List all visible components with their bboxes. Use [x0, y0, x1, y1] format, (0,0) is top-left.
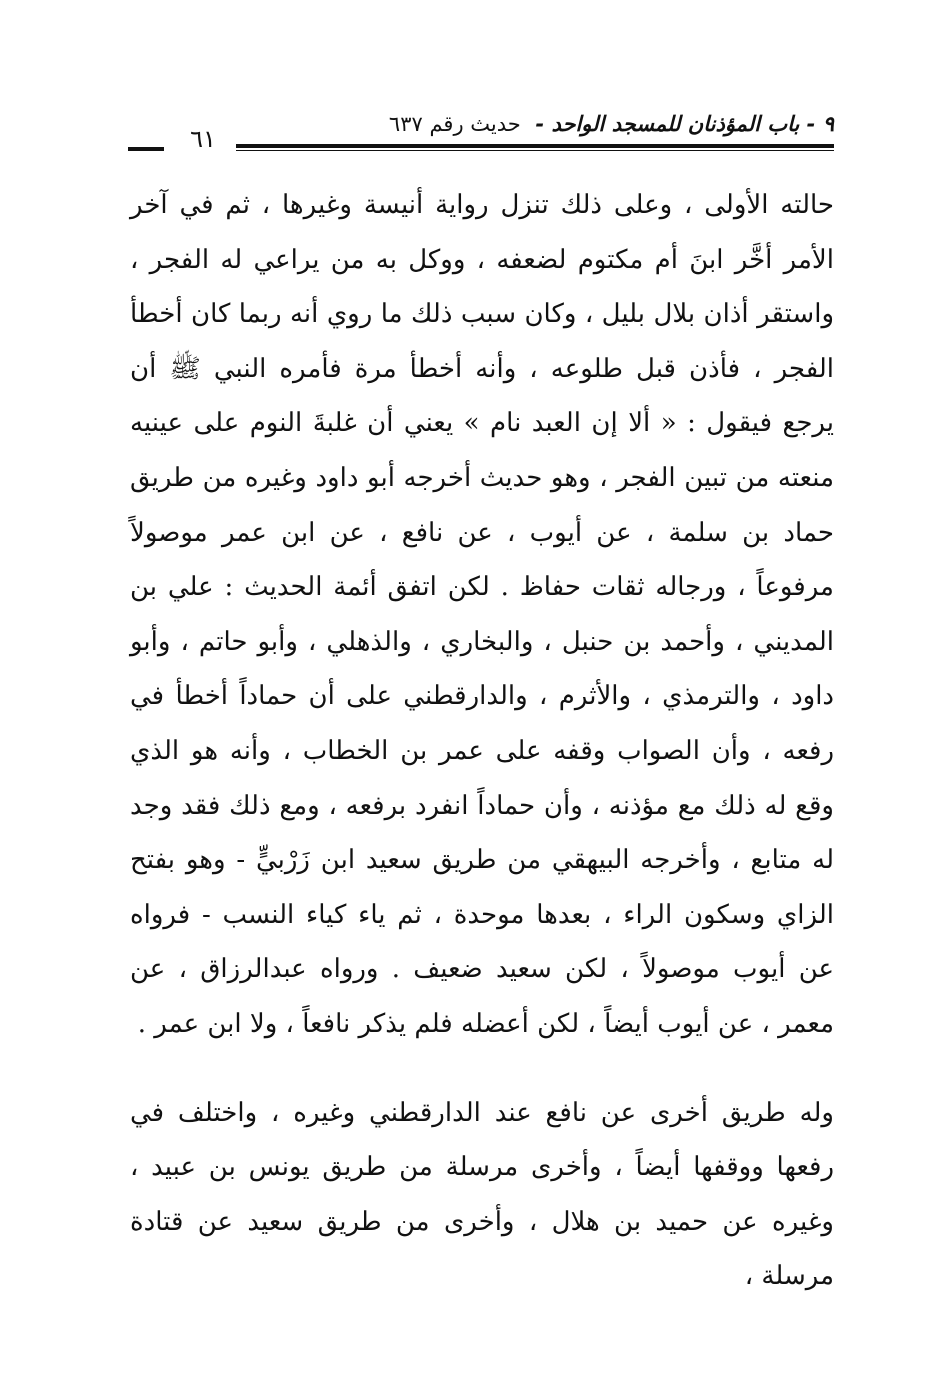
- paragraph: وله طريق أخرى عن نافع عند الدارقطني وغيره ، واختلف في رفعها ووقفها أيضاً ، وأخرى مرسلة من طريق يونس بن عبيد ، وغيره عن حميد بن هلال ، وأخرى من طريق سعيد عن قتادة مرسلة ،: [130, 1097, 834, 1292]
- chapter-title: ٩ - باب المؤذنان للمسجد الواحد -: [535, 112, 834, 136]
- page-number-dash: [128, 147, 164, 151]
- running-head: [389, 110, 834, 138]
- page-header: [128, 98, 834, 158]
- body-text: [130, 178, 834, 1304]
- header-rule-thin: [236, 150, 834, 151]
- header-rule: [236, 144, 834, 148]
- hadith-reference: حديث رقم ٦٣٧: [388, 112, 521, 136]
- paragraph: حالته الأولى ، وعلى ذلك تنزل رواية أنيسة وغيرها ، ثم في آخر الأمر أخَّر ابنَ أم مكتوم لضعفه ، ووكل به من يراعي له الفجر ، واستقر أذان بلال بليل ، وكان سبب ذلك ما روي أنه ربما كان أخطأ الفجر ، فأذن قبل طلوعه ، وأنه أخطأ مرة فأمره النبي ﷺ أن يرجع فيقول : « ألا إن العبد نام » يعني أن غلبةَ النوم على عينيه منعته من تبين الفجر ، وهو حديث أخرجه أبو داود وغيره من طريق حماد بن سلمة ، عن أيوب ، عن نافع ، عن ابن عمر موصولاً مرفوعاً ، ورجاله ثقات حفاظ . لكن اتفق أئمة الحديث : علي بن المديني ، وأحمد بن حنبل ، والبخاري ، والذهلي ، وأبو حاتم ، وأبو داود ، والترمذي ، والأثرم ، والدارقطني على أن حماداً أخطأ في رفعه ، وأن الصواب وقفه على عمر بن الخطاب ، وأنه هو الذي وقع له ذلك مع مؤذنه ، وأن حماداً انفرد برفعه ، ومع ذلك فقد وجد له متابع ، وأخرجه البيهقي من طريق سعيد ابن زَرْبيٍّ - وهو بفتح الزاي وسكون الراء ، بعدها موحدة ، ثم ياء كياء النسب - فرواه عن أيوب موصولاً ، لكن سعيد ضعيف . ورواه عبدالرزاق ، عن معمر ، عن أيوب أيضاً ، لكن أعضله فلم يذكر نافعاً ، ولا ابن عمر .: [130, 190, 834, 1039]
- page-number: ٦١: [190, 125, 216, 153]
